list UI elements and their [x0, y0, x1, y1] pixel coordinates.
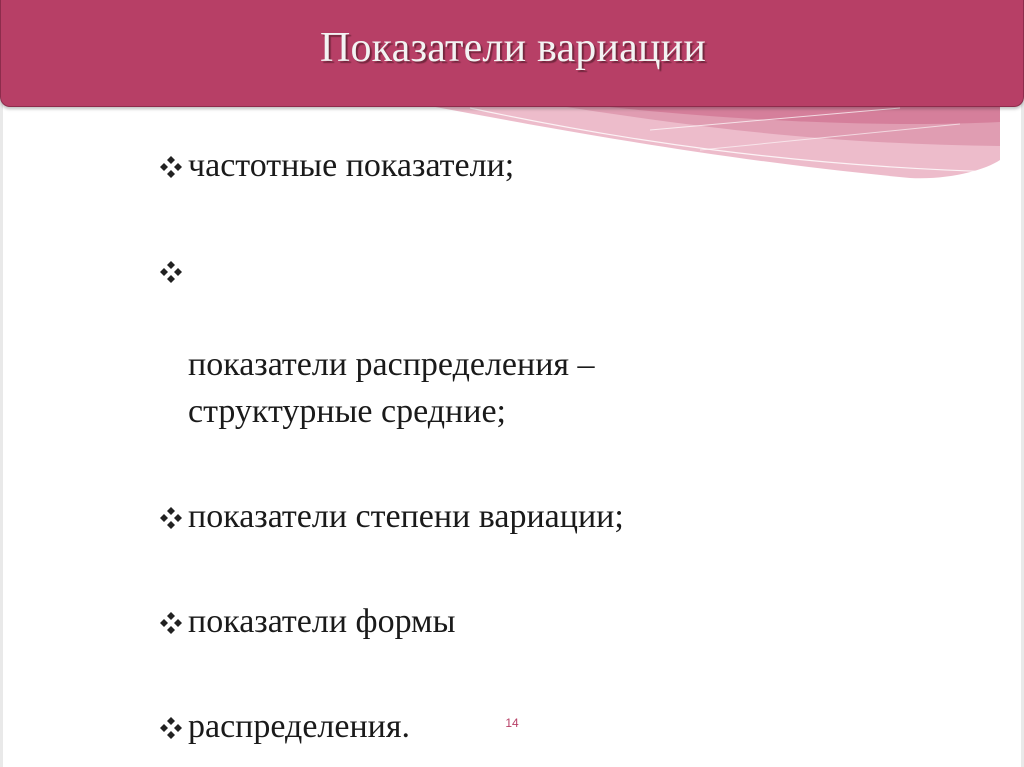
list-item: [158, 703, 978, 750]
list-item: [158, 247, 978, 435]
four-diamond-bullet-icon: [158, 610, 184, 636]
list-item-text: показатели распределения – структурные средние;: [188, 346, 595, 430]
four-diamond-bullet-icon: [158, 715, 184, 741]
list-item-text: показатели формы: [188, 603, 456, 640]
page-number: 14: [505, 716, 519, 730]
four-diamond-bullet-icon: [158, 154, 184, 180]
bullet-list: [158, 142, 978, 767]
slide-left-edge: [0, 100, 3, 767]
slide-title: Показатели вариации: [319, 25, 707, 71]
four-diamond-bullet-icon: [158, 259, 184, 285]
four-diamond-bullet-icon: [158, 505, 184, 531]
list-item-text: показатели степени вариации;: [188, 498, 624, 535]
list-item-text: частотные показатели;: [188, 147, 515, 184]
list-item: [158, 493, 978, 540]
list-item: [158, 598, 978, 645]
title-bar: [0, 0, 1024, 107]
list-item-text: распределения.: [188, 708, 410, 745]
list-item: [158, 142, 978, 189]
